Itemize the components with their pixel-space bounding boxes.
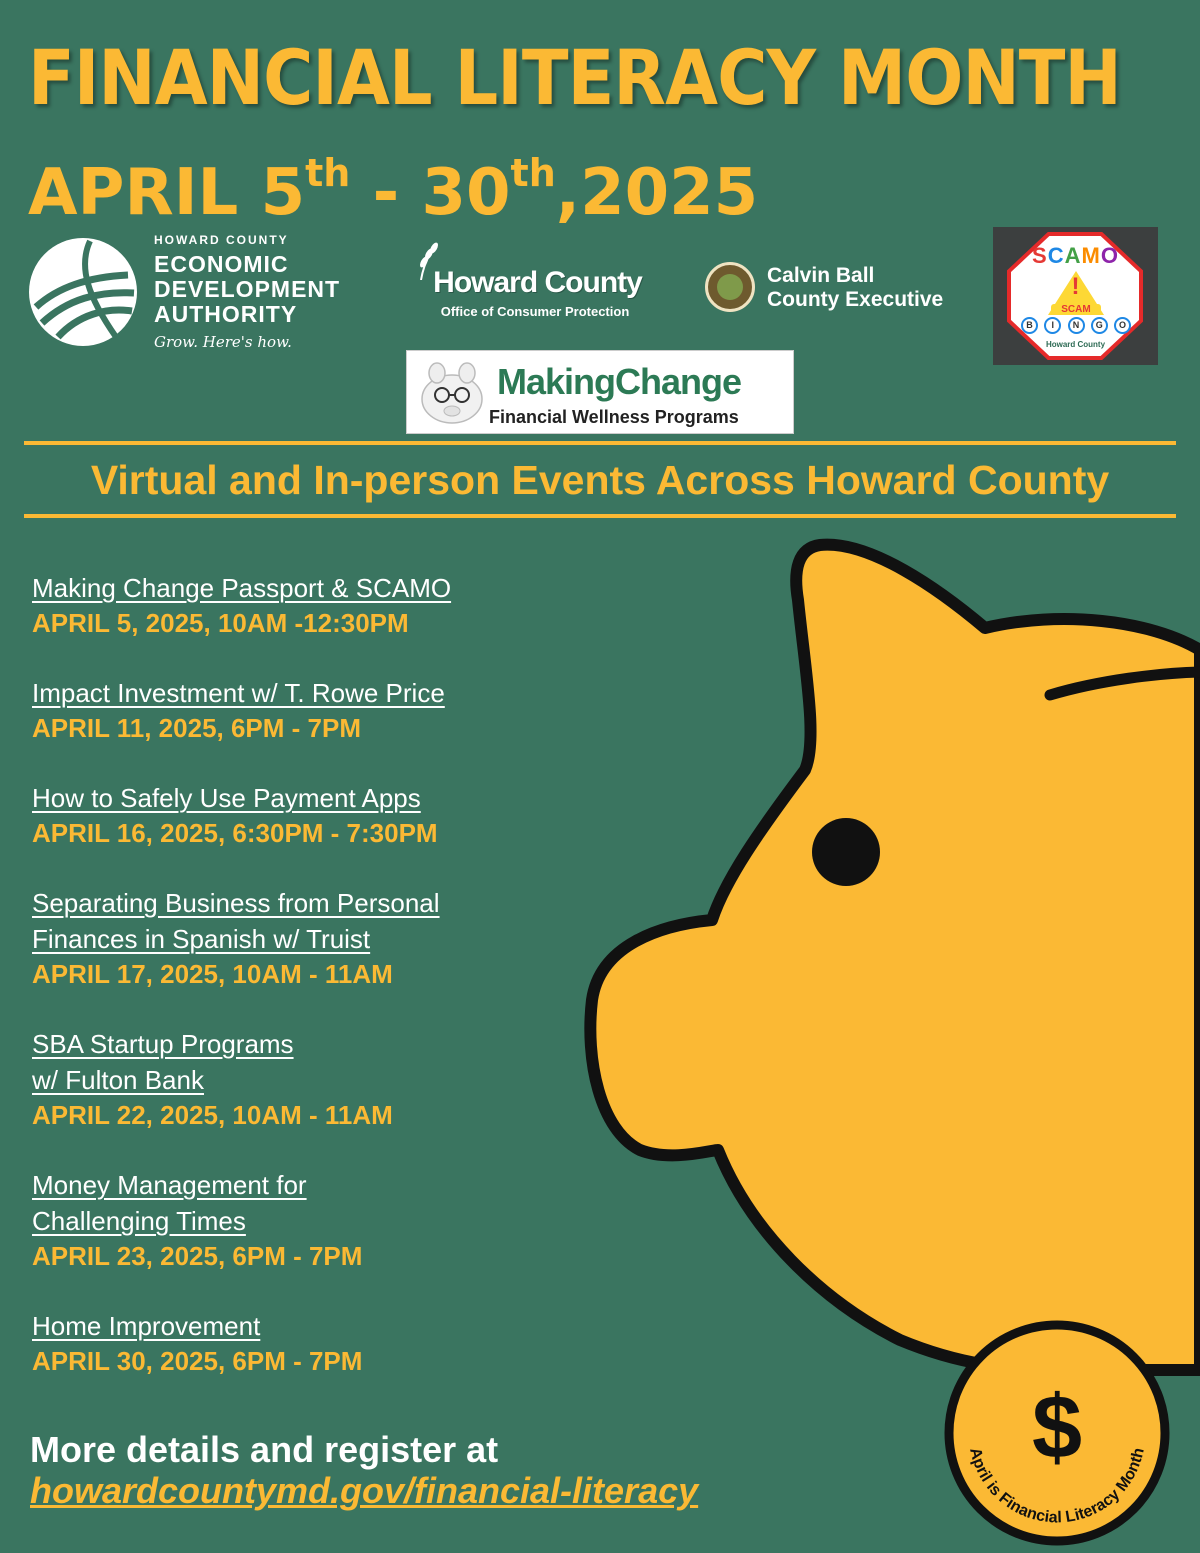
county-executive-name: Calvin Ball [767,264,875,287]
event-title-link-line2[interactable]: Finances in Spanish w/ Truist [32,924,371,954]
event-item [32,1026,592,1133]
hceda-tagline: Grow. Here's how. [154,333,292,351]
making-change-logo [406,350,794,434]
county-seal-icon [705,262,755,312]
scamo-word: SCAMO [1032,243,1119,268]
event-title-link[interactable]: Money Management for [32,1170,307,1200]
event-item [32,1308,592,1379]
consumer-protection-logo [405,240,670,340]
event-title-link[interactable]: How to Safely Use Payment Apps [32,783,421,813]
events-list [32,570,592,1413]
hceda-globe-icon [28,237,138,347]
pig-eye [812,818,880,886]
event-item [32,1167,592,1274]
page-title: FINANCIAL LITERACY MONTH [28,33,1121,122]
register-link[interactable]: howardcountymd.gov/financial-literacy [30,1470,699,1511]
consumer-protection-name: Howard County [433,266,642,299]
dollar-icon: $ [1031,1378,1083,1478]
consumer-protection-sub: Office of Consumer Protection [440,304,630,319]
register-prompt: More details and register at [30,1429,499,1470]
coin-badge [949,1325,1165,1541]
event-title-link[interactable]: SBA Startup Programs [32,1029,294,1059]
event-item [32,675,592,746]
event-date: APRIL 22, 2025, 10AM - 11AM [32,1100,393,1130]
event-title-link[interactable]: Making Change Passport & SCAMO [32,573,452,603]
county-executive-title: County Executive [767,288,944,311]
event-item [32,885,592,992]
coin-text: April is Financial Literacy Month [966,1446,1148,1527]
event-title-link-line2[interactable]: Challenging Times [32,1206,246,1236]
hceda-logo [28,233,378,358]
hceda-line2: DEVELOPMENT [154,276,341,302]
event-date: APRIL 11, 2025, 6PM - 7PM [32,713,361,743]
bingo-balls: B I N G O [1021,317,1131,334]
event-title-link[interactable]: Home Improvement [32,1311,261,1341]
event-date: APRIL 5, 2025, 10AM -12:30PM [32,608,409,638]
hceda-line1: ECONOMIC [154,251,289,277]
event-date: APRIL 23, 2025, 6PM - 7PM [32,1241,363,1271]
event-date: APRIL 16, 2025, 6:30PM - 7:30PM [32,818,438,848]
piggy-glasses-icon [417,357,487,427]
event-date: APRIL 17, 2025, 10AM - 11AM [32,959,393,989]
event-dates: APRIL 5th - 30th,2025 [28,151,759,230]
event-title-link[interactable]: Impact Investment w/ T. Rowe Price [32,678,445,708]
scamo-logo: SCAMO ! SCAM B I N G O Howard County [993,227,1158,365]
event-item [32,780,592,851]
making-change-name: MakingChange [497,361,742,402]
making-change-sub: Financial Wellness Programs [489,407,739,427]
hceda-line3: AUTHORITY [154,301,298,327]
event-date: APRIL 30, 2025, 6PM - 7PM [32,1346,363,1376]
event-title-link[interactable]: Separating Business from Personal [32,888,440,918]
county-executive-logo [705,262,975,322]
event-item [32,570,592,641]
divider-bottom [24,514,1176,518]
scam-label: SCAM [1051,304,1101,315]
subtitle: Virtual and In-person Events Across Howard County [90,457,1110,503]
hceda-county: HOWARD COUNTY [154,233,289,247]
divider-top [24,441,1176,445]
event-title-link-line2[interactable]: w/ Fulton Bank [32,1065,204,1095]
